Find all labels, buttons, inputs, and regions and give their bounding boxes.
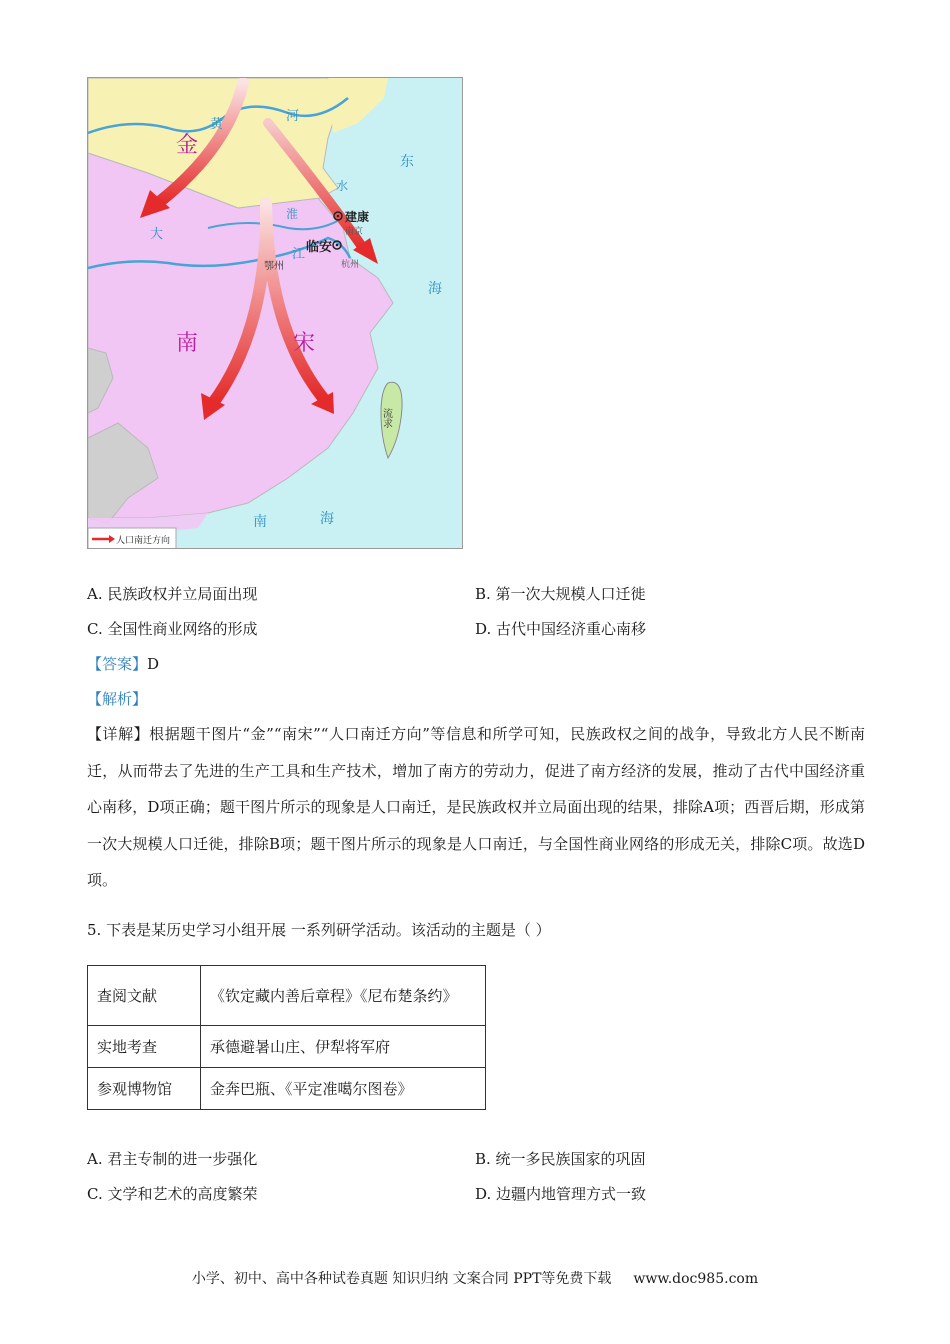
footer-text: 小学、初中、高中各种试卷真题 知识归纳 文案合同 PPT等免费下载 <box>191 1271 612 1287</box>
q5-option-c[interactable]: C. 文学和艺术的高度繁荣 <box>87 1185 258 1203</box>
label-jin: 金 <box>176 133 199 158</box>
answer-value: D <box>147 655 160 673</box>
detail-tag: 【详解】 <box>87 725 150 743</box>
detail-text: 根据题干图片“金”“南宋”“人口南迁方向”等信息和所学可知，民族政权之间的战争，导致北方人民不断南迁，从而带去了先进的生产工具和生产技术，增加了南方的劳动力，促进了南方经济的发展，推动了古代中国经济重心南移，D项正确；题干图片所示的现象是人口南迁，是民族政权并立局面出现的结果，排除A项；西晋后期，形成第一次大规模人口迁徙，排除B项；题干图片所示的现象是人口南迁，与全国性商业网络的形成无关，排除C项。故选D项。 <box>87 725 865 889</box>
svg-text:流求: 流求 <box>380 408 392 428</box>
legend-label: 人口南迁方向 <box>116 536 171 546</box>
page-footer <box>0 1268 950 1288</box>
table-row <box>88 1068 486 1110</box>
table-cell-key: 参观博物馆 <box>88 1068 201 1110</box>
svg-text:大: 大 <box>150 227 164 242</box>
detail-paragraph <box>87 716 865 899</box>
table-cell-key: 实地考查 <box>88 1026 201 1068</box>
research-activity-table <box>87 965 486 1110</box>
q4-option-d[interactable]: D. 古代中国经济重心南移 <box>475 620 647 638</box>
svg-text:鄂州: 鄂州 <box>264 261 284 272</box>
svg-text:黄: 黄 <box>210 117 224 132</box>
answer-tag: 【答案】 <box>87 655 148 673</box>
song-jin-map <box>87 77 463 549</box>
q4-option-a[interactable]: A. 民族政权并立局面出现 <box>87 585 258 603</box>
table-cell-value: 《钦定藏内善后章程》《尼布楚条约》 <box>201 966 486 1026</box>
q5-option-b[interactable]: B. 统一多民族国家的巩固 <box>475 1150 646 1168</box>
q5-option-d[interactable]: D. 边疆内地管理方式一致 <box>475 1185 647 1203</box>
svg-text:河: 河 <box>286 109 300 124</box>
svg-text:海: 海 <box>320 511 334 527</box>
svg-text:水: 水 <box>336 179 349 193</box>
table-row <box>88 966 486 1026</box>
label-nan: 南 <box>176 331 199 356</box>
svg-text:江: 江 <box>292 247 306 262</box>
table-row <box>88 1026 486 1068</box>
table-cell-value: 金奔巴瓶、《平定准噶尔图卷》 <box>201 1068 486 1110</box>
q5-stem: 5. 下表是某历史学习小组开展 一系列研学活动。该活动的主题是（ ） <box>87 921 551 939</box>
table-cell-key: 查阅文献 <box>88 966 201 1026</box>
q4-option-c[interactable]: C. 全国性商业网络的形成 <box>87 620 258 638</box>
analysis-tag: 【解析】 <box>87 690 148 708</box>
svg-text:南京: 南京 <box>345 227 364 237</box>
footer-url[interactable]: www.doc985.com <box>633 1271 759 1287</box>
svg-text:临安: 临安 <box>306 240 333 255</box>
svg-text:东: 东 <box>400 154 414 170</box>
svg-text:海: 海 <box>428 281 442 297</box>
svg-text:杭州: 杭州 <box>341 260 360 270</box>
svg-text:建康: 建康 <box>345 210 370 224</box>
q5-option-a[interactable]: A. 君主专制的进一步强化 <box>87 1150 258 1168</box>
svg-text:南: 南 <box>253 514 267 530</box>
q4-option-b[interactable]: B. 第一次大规模人口迁徙 <box>475 585 646 603</box>
label-song: 宋 <box>293 331 316 356</box>
table-cell-value: 承德避暑山庄、伊犁将军府 <box>201 1026 486 1068</box>
svg-text:淮: 淮 <box>286 207 299 221</box>
answer-line <box>87 654 159 674</box>
map-graphic <box>88 78 463 549</box>
